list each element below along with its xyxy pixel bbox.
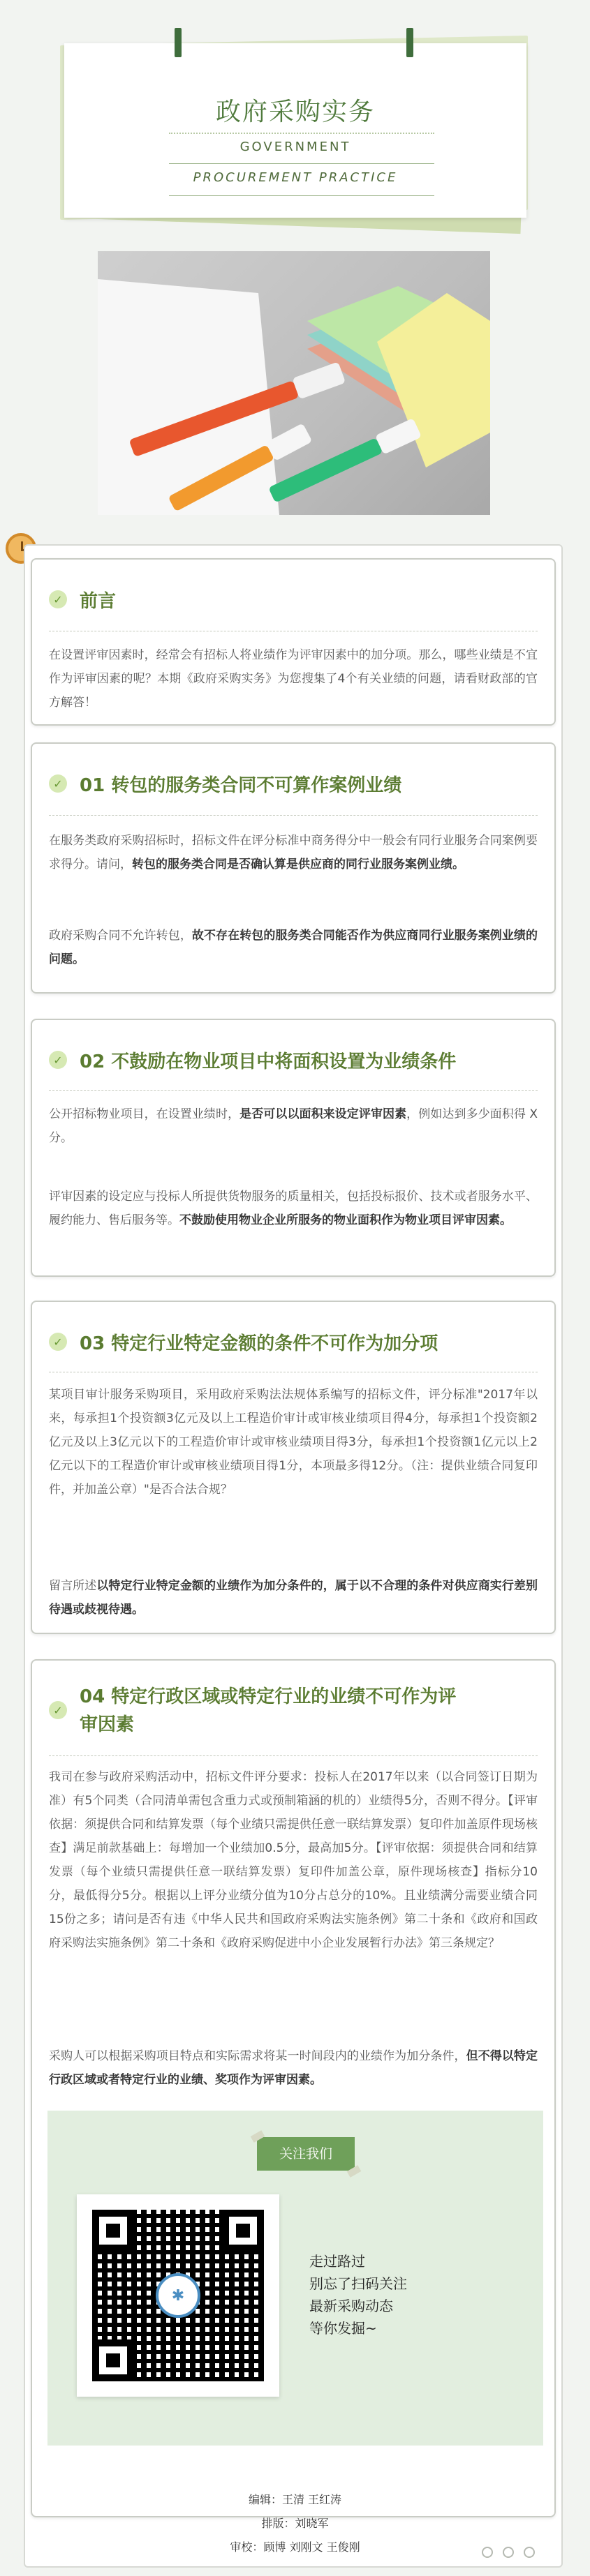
subtitle-line2: PROCUREMENT PRACTICE xyxy=(193,170,398,185)
para-text: 在服务类政府采购招标时，招标文件在评分标准中商务得分中一般会有同行业服务合同案例要求得分。请问， xyxy=(49,834,538,871)
subtitle-divider xyxy=(169,163,434,164)
markers-illustration xyxy=(98,251,490,515)
section-title: 02 不鼓励在物业项目中将面积设置为业绩条件 xyxy=(80,1051,457,1072)
qr-caption-line: 别忘了扫码关注 xyxy=(309,2275,407,2292)
section-preface xyxy=(31,558,556,726)
pin-icon xyxy=(175,28,182,57)
para-emphasis: 但不得以特定行政区域或者特定行业的业绩、奖项作为评审因素。 xyxy=(49,2049,538,2087)
para-text: 政府采购合同不允许转包， xyxy=(49,929,192,943)
section-title xyxy=(80,1683,456,1739)
title-divider xyxy=(169,133,434,134)
section-03 xyxy=(31,1301,556,1634)
check-icon: ✓ xyxy=(49,1333,67,1351)
section-04 xyxy=(31,1659,556,2517)
indicator-dot xyxy=(503,2547,514,2558)
section-title: 03 特定行业特定金额的条件不可作为加分项 xyxy=(80,1333,438,1354)
page-indicator xyxy=(482,2547,573,2561)
indicator-dot xyxy=(524,2547,535,2558)
section-title: 01 转包的服务类合同不可算作案例业绩 xyxy=(80,775,402,796)
section-paragraph xyxy=(49,829,538,876)
header-card xyxy=(64,43,526,218)
subtitle-divider-bottom xyxy=(169,195,434,196)
para-emphasis: 以特定行业特定金额的业绩作为加分条件的，属于以不合理的条件对供应商实行差别待遇或歧视待遇。 xyxy=(49,1579,538,1617)
section-paragraph: 某项目审计服务采购项目，采用政府采购法法规体系编写的招标文件，评分标准"2017年以来，每承担1个投资额3亿元及以上工程造价审计或审核业绩项目得4分，每承担1个投资额2亿元及以上3亿元以下的工程造价审计或审核业绩项目得3分，每承担1个投资额1亿元以上2亿元以下的工程造价审计或审核业绩项目得1分，本项最多得12分。（注：提供业绩合同复印件，并加盖公章）"是否合法合规？ xyxy=(49,1388,538,1497)
para-text: ，例如达到多少面积得 X 分。 xyxy=(49,1107,538,1145)
qr-finder xyxy=(92,2210,134,2252)
section-title-line: 审因素 xyxy=(80,1714,135,1735)
section-paragraph xyxy=(49,1185,538,1232)
para-text: 留言所述 xyxy=(49,1579,97,1593)
check-icon: ✓ xyxy=(49,774,67,793)
qr-finder xyxy=(222,2210,264,2252)
para-text: 公开招标物业项目，在设置业绩时， xyxy=(49,1107,240,1121)
pin-icon xyxy=(406,28,413,57)
section-paragraph xyxy=(49,1574,538,1622)
check-icon: ✓ xyxy=(49,1701,67,1719)
page-title: 政府采购实务 xyxy=(215,98,375,126)
check-icon: ✓ xyxy=(49,1051,67,1069)
indicator-dot xyxy=(482,2547,493,2558)
subtitle-line1: GOVERNMENT xyxy=(239,140,351,154)
qr-caption-line: 走过路过 xyxy=(309,2253,365,2270)
section-title-line: 04 特定行政区域或特定行业的业绩不可作为评 xyxy=(80,1686,457,1707)
para-text: 采购人可以根据采购项目特点和实际需求将某一时间段内的业绩作为加分条件， xyxy=(49,2049,466,2063)
check-icon: ✓ xyxy=(49,590,67,608)
qr-caption-line: 等你发掘~ xyxy=(309,2320,377,2337)
follow-us-label: 关注我们 xyxy=(257,2137,355,2171)
para-emphasis: 不鼓励使用物业企业所服务的物业面积作为物业项目评审因素。 xyxy=(179,1213,512,1227)
section-02 xyxy=(31,1019,556,1277)
section-paragraph xyxy=(49,2044,538,2092)
credit-editor: 编辑：王清 王红涛 xyxy=(248,2493,342,2506)
para-emphasis: 故不存在转包的服务类合同能否作为供应商同行业服务案例业绩的问题。 xyxy=(49,929,538,966)
para-text: 评审因素的设定应与投标人所提供货物服务的质量相关，包括投标报价、技术或者服务水平、履约能力、售后服务等。 xyxy=(49,1190,538,1227)
section-paragraph: 在设置评审因素时，经常会有招标人将业绩作为评审因素中的加分项。那么，哪些业绩是不宜作为评审因素的呢？本期《政府采购实务》为您搜集了4个有关业绩的问题，请看财政部的官方解答！ xyxy=(49,648,538,710)
qr-caption-line: 最新采购动态 xyxy=(309,2298,393,2314)
section-paragraph xyxy=(49,924,538,971)
section-title: 前言 xyxy=(80,591,117,612)
para-emphasis: 转包的服务类合同是否确认算是供应商的同行业服务案例业绩。 xyxy=(132,858,464,871)
credit-layout: 排版：刘晓军 xyxy=(261,2517,329,2530)
qr-caption xyxy=(309,2250,407,2339)
credit-review: 审校：顾博 刘刚文 王俊刚 xyxy=(230,2540,360,2554)
section-divider xyxy=(49,1090,538,1091)
section-paragraph: 我司在参与政府采购活动中，招标文件评分要求：投标人在2017年以来（以合同签订日期为准）有5个同类（合同清单需包含重力式或预制箱涵的机的）业绩得5分，否则不得分。【评审依据：须提供合同和结算发票（每个业绩只需提供任意一联结算发票）复印件加盖原件现场核查】满足前款基础上：每增加一个业绩加0.5分，最高加5分。【评审依据：须提供合同和结算发票（每个业绩只需提供任意一联结算发票）复印件加盖公章，原件现场核查】指标分10分，最低得分5分。根据以上评分业绩分值为10分占总分的10%。且业绩满分需要业绩合同15份之多；请问是否有违《中华人民共和国政府采购法实施条例》第二十条和《政府和国政府采购法实施条例》第二十条和《政府采购促进中小企业发展暂行办法》第三条规定？ xyxy=(49,1770,538,1950)
qr-finder xyxy=(92,2339,134,2381)
follow-us-panel xyxy=(47,2111,543,2446)
qr-code[interactable] xyxy=(77,2194,279,2397)
section-divider xyxy=(49,815,538,816)
qr-logo-icon: ✱ xyxy=(156,2273,200,2318)
section-divider xyxy=(49,1755,538,1756)
para-emphasis: 是否可以以面积来设定评审因素 xyxy=(239,1107,407,1121)
section-01 xyxy=(31,742,556,994)
section-paragraph xyxy=(49,1102,538,1150)
markers-sticky-notes-image xyxy=(98,251,490,515)
